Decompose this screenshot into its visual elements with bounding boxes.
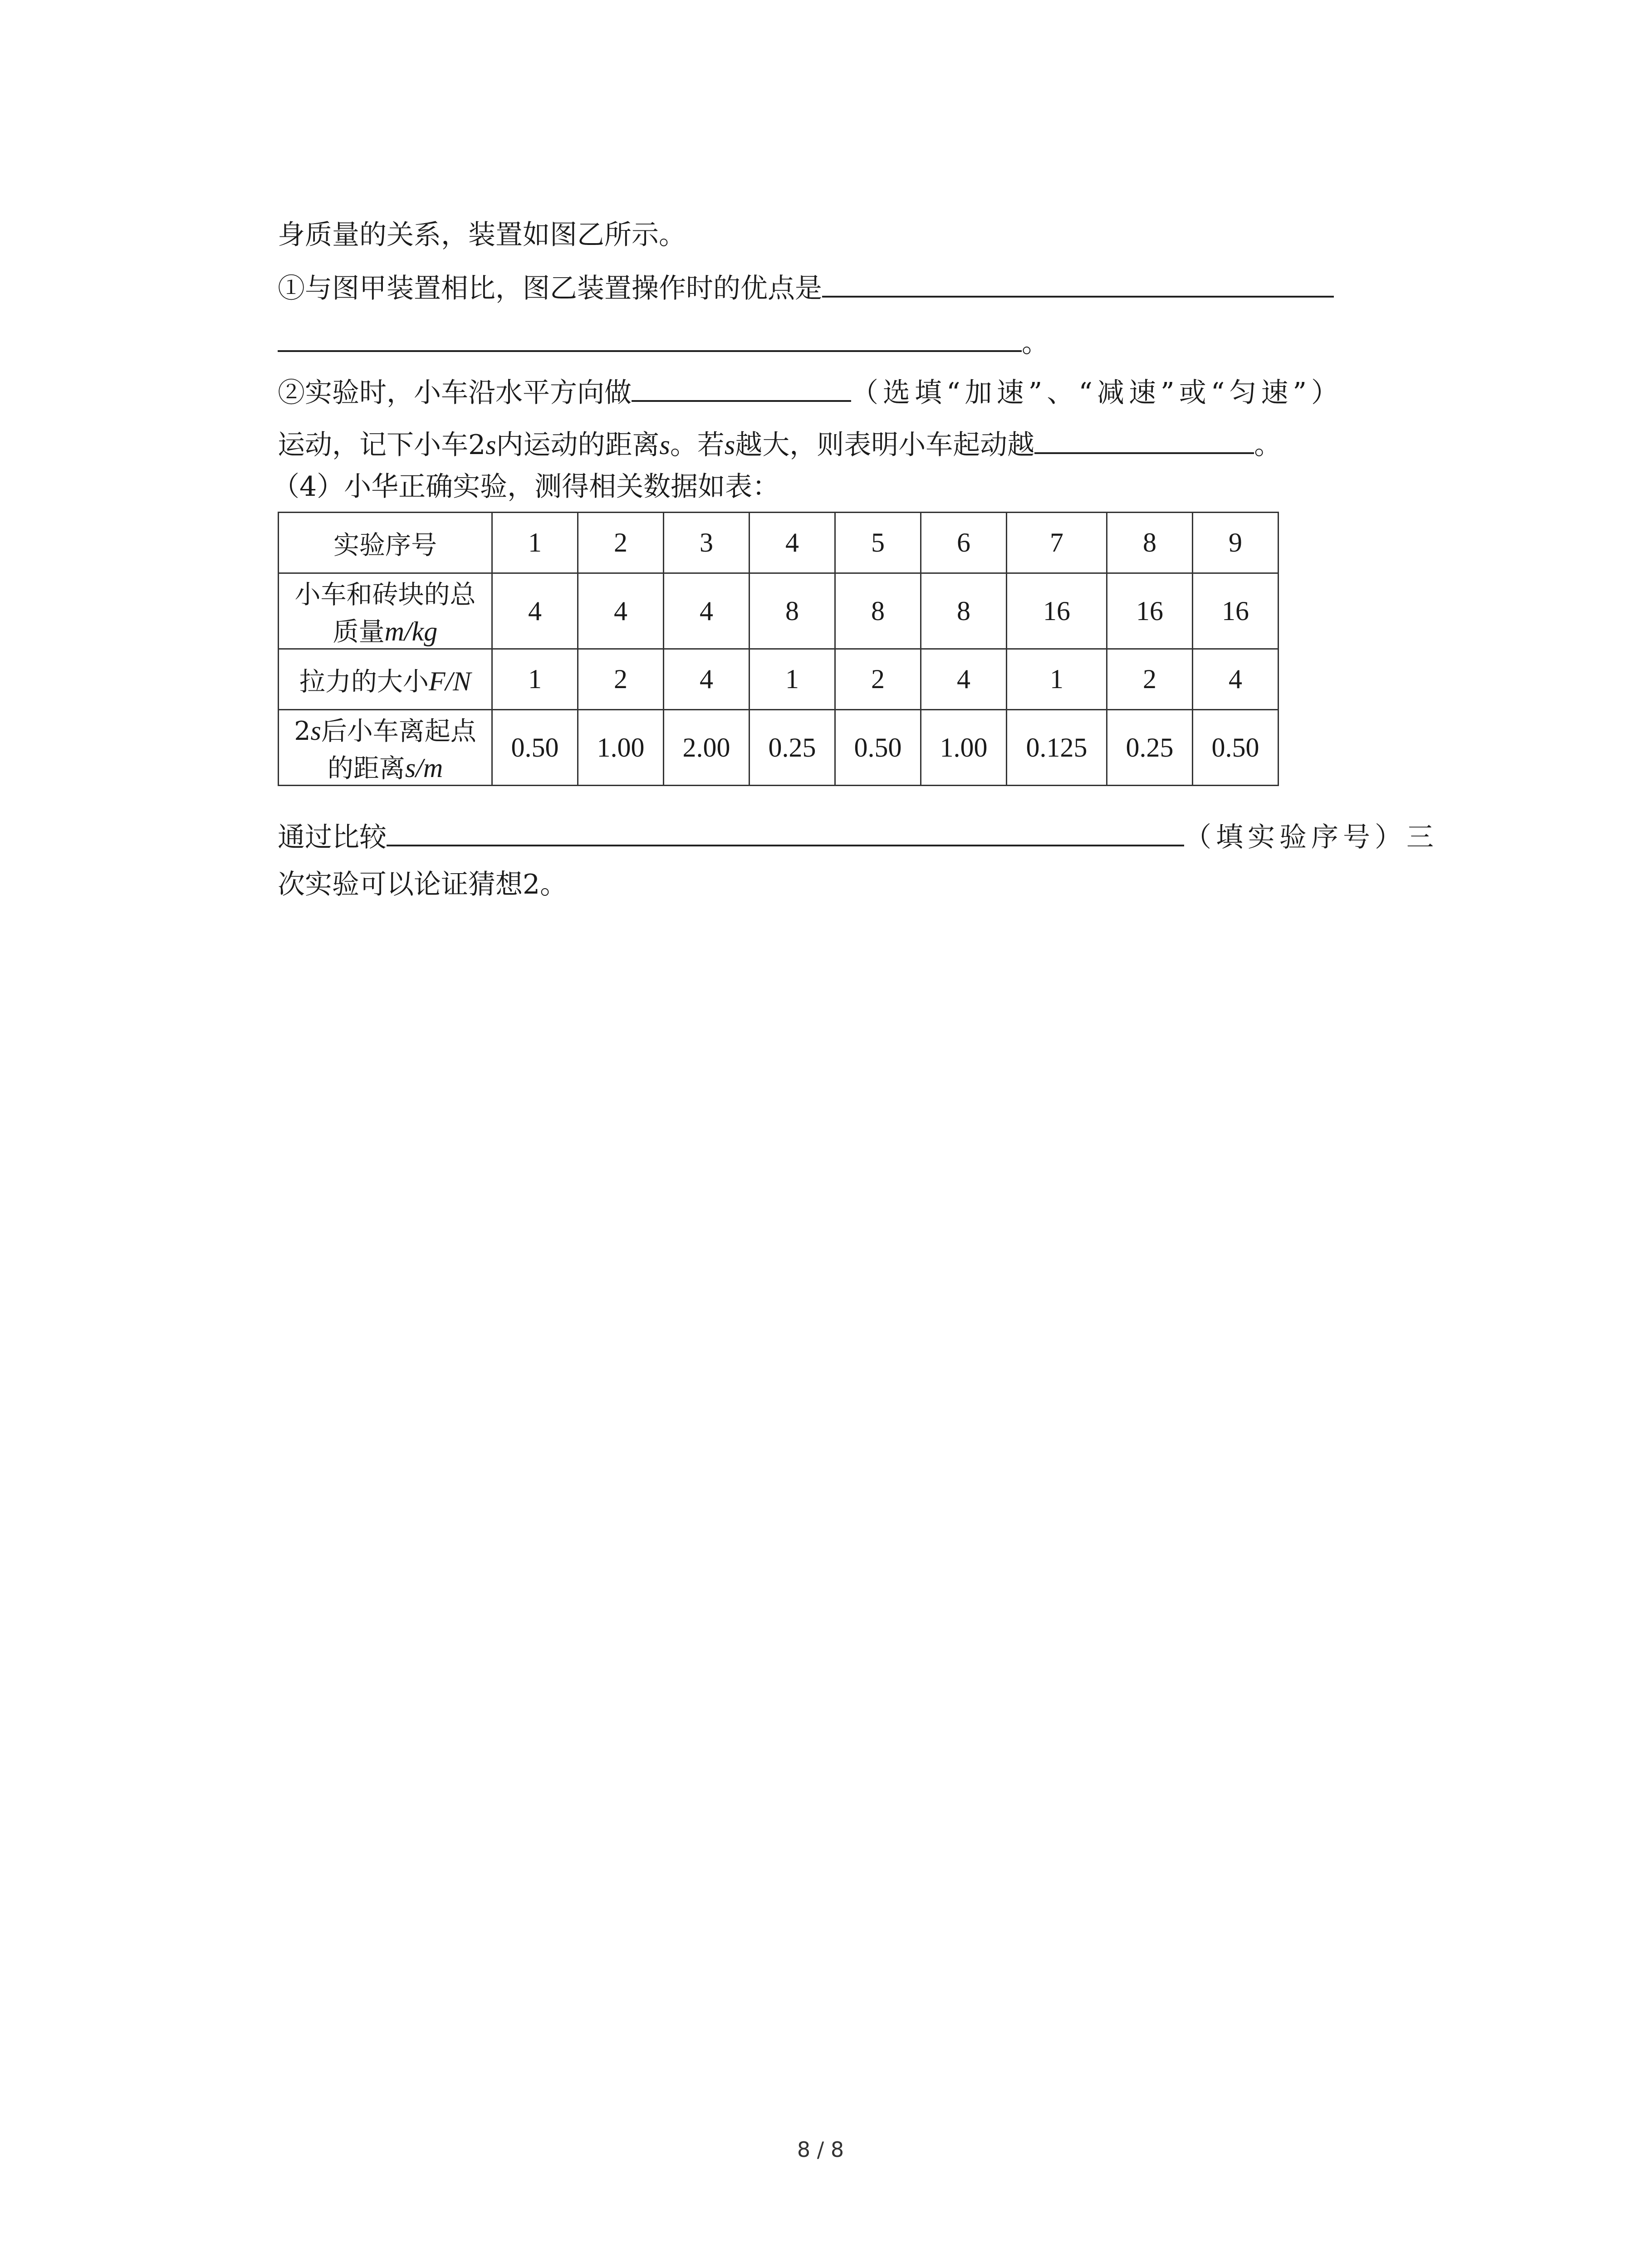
cell-mass: 4: [492, 573, 578, 649]
q2-var-s1: s: [485, 430, 496, 460]
question-1-end: 。: [1022, 327, 1049, 359]
cell-distance: 1.00: [921, 710, 1007, 786]
compare-hint: （填实验序号）三: [1184, 821, 1438, 853]
mass-unit: m/kg: [384, 616, 438, 646]
question-2-options: （选填“加速”、“减速”或“匀速”）: [851, 377, 1343, 409]
question-2-cont: [278, 424, 1281, 462]
answer-blank-2b[interactable]: [1034, 424, 1254, 454]
cell-index: 2: [578, 513, 664, 573]
data-table: [278, 512, 1279, 786]
cell-mass: 8: [921, 573, 1007, 649]
question-2: [278, 372, 1343, 410]
intro-text: 身质量的关系，装置如图乙所示。: [278, 219, 686, 251]
q2-text-c: 。若: [670, 429, 725, 461]
answer-blank-compare[interactable]: [387, 816, 1184, 846]
cell-distance: 0.50: [492, 710, 578, 786]
compare-line-2: 次实验可以论证猜想2。: [278, 869, 568, 900]
q2-var-s3: s: [724, 430, 735, 460]
cell-index: 5: [835, 513, 921, 573]
q2-text-a: 运动，记下小车2: [278, 429, 486, 461]
cell-force: 4: [1193, 649, 1279, 710]
cell-index: 3: [664, 513, 749, 573]
question-1-prompt: ①与图甲装置相比，图乙装置操作时的优点是: [278, 273, 822, 304]
row-header-force: [279, 649, 492, 710]
dist-var-s: s: [310, 716, 321, 746]
cell-distance: 2.00: [664, 710, 749, 786]
cell-index: 1: [492, 513, 578, 573]
table-row-distance: [279, 710, 1279, 786]
cell-distance: 0.50: [1193, 710, 1279, 786]
cell-distance: 0.25: [1107, 710, 1193, 786]
text-line-intro: [278, 218, 686, 252]
mass-label: 小车和砖块的总质量: [294, 580, 476, 647]
cell-mass: 16: [1007, 573, 1107, 649]
cell-index: 8: [1107, 513, 1193, 573]
dist-label: 后小车离起点的距离: [321, 716, 476, 783]
cell-distance: 1.00: [578, 710, 664, 786]
cell-mass: 16: [1107, 573, 1193, 649]
cell-index: 4: [749, 513, 835, 573]
compare-prompt: 通过比较: [278, 821, 387, 853]
dist-prefix: 2: [294, 716, 311, 746]
force-label: 拉力的大小: [299, 666, 429, 697]
cell-index: 9: [1193, 513, 1279, 573]
q2-end: 。: [1254, 429, 1282, 461]
cell-distance: 0.125: [1007, 710, 1107, 786]
answer-blank-1a[interactable]: [822, 268, 1334, 298]
cell-force: 4: [664, 649, 749, 710]
cell-mass: 16: [1193, 573, 1279, 649]
cell-force: 1: [492, 649, 578, 710]
question-2-prompt: ②实验时，小车沿水平方向做: [278, 377, 632, 409]
compare-question: [278, 816, 1438, 855]
cell-force: 1: [749, 649, 835, 710]
answer-blank-2a[interactable]: [632, 372, 851, 402]
table-row-mass: [279, 573, 1279, 649]
q2-text-b: 内运动的距离: [496, 429, 660, 461]
cell-mass: 8: [835, 573, 921, 649]
row-header-index: 实验序号: [279, 513, 492, 573]
q2-var-s2: s: [659, 430, 670, 460]
cell-mass: 4: [578, 573, 664, 649]
page-number: 8 / 8: [797, 2137, 844, 2162]
q2-text-d: 越大，则表明小车起动越: [735, 429, 1035, 461]
answer-blank-1b[interactable]: [278, 322, 1022, 352]
force-unit: F/N: [428, 666, 471, 696]
cell-index: 6: [921, 513, 1007, 573]
table-row-index: [279, 513, 1279, 573]
question-1: [278, 268, 1334, 306]
table-row-force: [279, 649, 1279, 710]
cell-force: 2: [578, 649, 664, 710]
row-header-distance: [279, 710, 492, 786]
cell-index: 7: [1007, 513, 1107, 573]
cell-force: 4: [921, 649, 1007, 710]
row-header-mass: [279, 573, 492, 649]
cell-distance: 0.50: [835, 710, 921, 786]
compare-question-cont: [278, 867, 567, 902]
cell-distance: 0.25: [749, 710, 835, 786]
cell-mass: 4: [664, 573, 749, 649]
cell-force: 2: [1107, 649, 1193, 710]
dist-unit: s/m: [405, 753, 443, 783]
cell-force: 1: [1007, 649, 1107, 710]
cell-mass: 8: [749, 573, 835, 649]
part-4-text: （4）小华正确实验，测得相关数据如表：: [272, 471, 780, 503]
question-1-cont: [278, 322, 1049, 360]
part-4-heading: [272, 469, 779, 504]
cell-force: 2: [835, 649, 921, 710]
